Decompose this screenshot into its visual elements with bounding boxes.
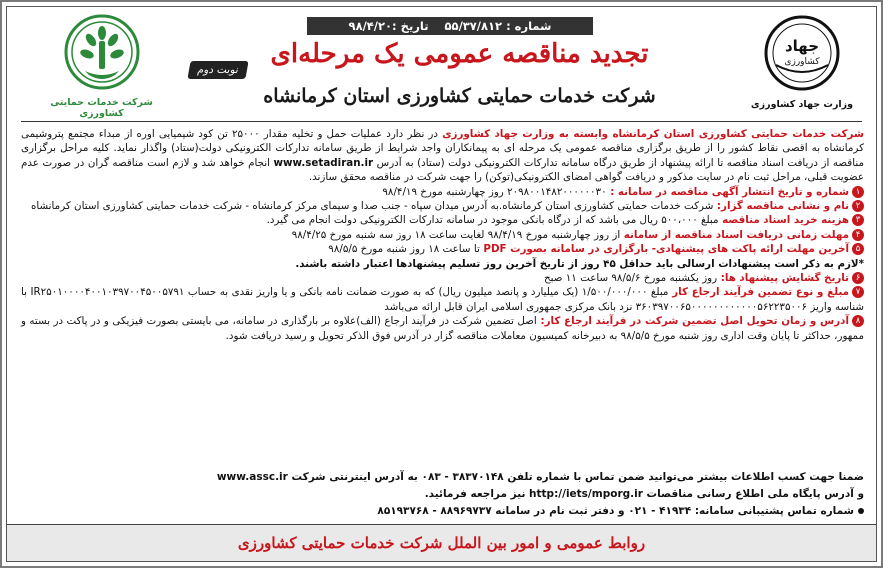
item-text: مبلغ ۵۰۰،۰۰۰ ریال می باشد که از درگاه بانکی موجود در سامانه تدارکات الکترونیکی دولت انجام می گیرد. [266, 214, 719, 227]
header [7, 7, 876, 119]
company-logo-caption: شرکت خدمات حمایتی کشاورزی [50, 97, 153, 119]
ministry-logo-wordmark: جهاد [784, 37, 820, 55]
ad-body [21, 127, 864, 343]
header-divider [21, 121, 862, 122]
item-text: تا ساعت ۱۸ روز شنبه مورخ ۹۸/۵/۵ [328, 243, 480, 256]
ministry-logo-caption: وزارت جهاد کشاورزی [750, 99, 854, 110]
item-number-badge: ۳ [852, 214, 864, 226]
item-text: مبلغ ۱/۵۰۰/۰۰۰/۰۰۰ (یک میلیارد و پانصد میلیون ریال) که به صورت ضمانت نامه بانکی و یا واریز نقدی به حساب IR۲۵۰۱۰۰۰۰۴۰۰۱۰۳۹۷۰۰۴۵۰۰۵۷۹۱ با شناسه واریز ۳۶۰۳۹۷۰۰۶۵۰۰۰۰۰۰۰۰۰۰۰۰۵۶۲۲۳۵۰۰۶ نزد بانک مرکزی جمهوری اسلامی ایران قابل ارائه می‌باشد [21, 286, 864, 313]
item-label: آخرین مهلت ارائه پاکت های پیشنهادی- بارگزاری در سامانه بصورت PDF [479, 243, 849, 256]
item-number-badge: ۲ [852, 200, 864, 212]
wheat-emblem-icon [63, 13, 141, 91]
condition-item [21, 213, 864, 227]
item-label: آدرس و زمان تحویل اصل تضمین شرکت در فرآیند ارجاع کار: [536, 315, 849, 328]
condition-item [21, 242, 864, 256]
condition-item [21, 285, 864, 314]
ministry-logo [747, 13, 857, 113]
item-text: شرکت خدمات حمایتی کشاورزی استان کرمانشاه.به آدرس میدان سپاه - جنب صدا و سیمای مرکز کرمانشاه - شرکت خدمات حمایتی کشاورزی استان کرمانشاه [30, 200, 714, 213]
company-logo [49, 13, 154, 119]
intro-lead: شرکت خدمات حمایتی کشاورزی استان کرمانشاه وابسته به وزارت جهاد کشاورزی [442, 128, 864, 140]
condition-item [21, 228, 864, 242]
item-label: هزینه خرید اسناد مناقصه [718, 214, 849, 227]
item-number-badge: ۸ [852, 315, 864, 327]
item-label: تاریخ گشایش پیشنهاد ها: [717, 272, 849, 285]
intro-text-1: در نظر دارد عملیات حمل و تخلیه مقدار ۲۵۰۰۰ تن کود شیمیایی اوره از مبداء مجتمع پتروشیمی کرمانشاه به اقصی نقاط کشور را از طریق برگزاری مناقصه عمومی یک مرحله ای به پیمانکاران واجد شرایط از طریق سامانه تدارکات الکترونیکی دولت(ستاد) واگذار نماید. کلیه مراحل برگزاری مناقصه از دریافت اسناد مناقصه تا ارائه پیشنهاد از طریق درگاه سامانه تدارکات الکترونیکی دولت (ستاد) به آدرس [21, 128, 864, 169]
bullet-icon [858, 508, 864, 514]
item-number-badge: ۶ [852, 272, 864, 284]
setad-link[interactable]: www.setadiran.ir [273, 156, 374, 169]
conditions-list [21, 185, 864, 343]
condition-item [21, 271, 864, 285]
reference-bar [307, 17, 593, 35]
item-number-badge: ۵ [852, 243, 864, 255]
ad-frame [6, 6, 877, 562]
condition-item [21, 185, 864, 199]
item-number-badge: ۷ [852, 286, 864, 298]
contact-line-1: ضمنا جهت کسب اطلاعات بیشتر می‌توانید ضمن تماس با شماره تلفن ۳۸۳۷۰۱۴۸ - ۰۸۳ به آدرس اینترنتی شرکت www.assc.ir [216, 471, 864, 483]
reference-number: شماره : ۵۵/۳۷/۸۱۲ [444, 19, 552, 33]
contact-line-3 [21, 503, 864, 520]
condition-item [21, 257, 864, 271]
item-text: روز یکشنبه مورخ ۹۸/۵/۶ ساعت ۱۱ صبح [543, 272, 718, 285]
item-text: اصل تضمین شرکت در فرآیند ارجاع (الف)علاوه بر بارگذاری در سامانه، می بایستی بصورت فیزیکی و در پاکت در بسته و ممهور، حداکثر تا پایان وقت اداری روز شنبه مورخ ۹۸/۵/۵ به دبیرخانه کمیسیون معاملات مناقصه گزار در آدرس فوق الذکر تحویل و رسید دریافت شود. [21, 315, 864, 342]
condition-item [21, 314, 864, 343]
contact-line-3-text: شماره تماس پشتیبانی سامانه: ۴۱۹۳۴ - ۰۲۱ و دفتر ثبت نام در سامانه ۸۸۹۶۹۷۳۷ - ۸۵۱۹۳۷۶۸ [377, 505, 854, 517]
condition-item [21, 199, 864, 213]
item-label: مبلغ و نوع تضمین فرآیند ارجاع کار [668, 286, 849, 299]
item-text: *لازم به ذکر است پیشنهادات ارسالی باید حداقل ۴۵ روز از تاریخ آخرین روز تسلیم پیشنهادها اعتبار داشته باشند. [295, 257, 864, 270]
subheadline: شرکت خدمات حمایتی کشاورزی استان کرمانشاه [263, 85, 656, 107]
item-label: نام و نشانی مناقصه گزار: [713, 200, 849, 213]
ministry-logo-subword: کشاورزی [784, 57, 820, 67]
item-text: ۲۰۹۸۰۰۱۴۸۲۰۰۰۰۰۰۳۰ روز چهارشنبه مورخ ۹۸/۴/۱۹ [382, 185, 607, 198]
contact-line-2: و آدرس پایگاه ملی اطلاع رسانی مناقصات http://iets/mporg.ir نیز مراجعه فرمائید. [424, 488, 864, 500]
round-badge: نوبت دوم [187, 61, 248, 79]
item-number-badge: ۱ [852, 186, 864, 198]
item-label: مهلت زمانی دریافت اسناد مناقصه از سامانه [620, 228, 849, 241]
intro-paragraph [21, 127, 864, 185]
publisher-banner: روابط عمومی و امور بین الملل شرکت خدمات حمایتی کشاورزی [7, 524, 876, 561]
reference-date: تاریخ :۹۸/۴/۲۰ [348, 19, 429, 33]
item-number-badge: ۴ [852, 229, 864, 241]
headline: تجدید مناقصه عمومی یک مرحله‌ای [270, 39, 649, 69]
item-label: شماره و تاریخ انتشار آگهی مناقصه در سامانه : [606, 185, 849, 198]
item-text: از روز چهارشنبه مورخ ۹۸/۴/۱۹ لغایت ساعت ۱۸ روز سه شنبه مورخ ۹۸/۴/۲۵ [291, 228, 621, 241]
intro-text-2: انجام خواهد شد و لازم است مناقصه گران در صورت عدم عضویت قبلی، مراحل ثبت نام در سایت مذکور و دریافت گواهی امضای الکترونیکی(توکن) را جهت شرکت در مناقصه محقق سازند. [21, 156, 864, 184]
contact-footer [21, 469, 864, 520]
